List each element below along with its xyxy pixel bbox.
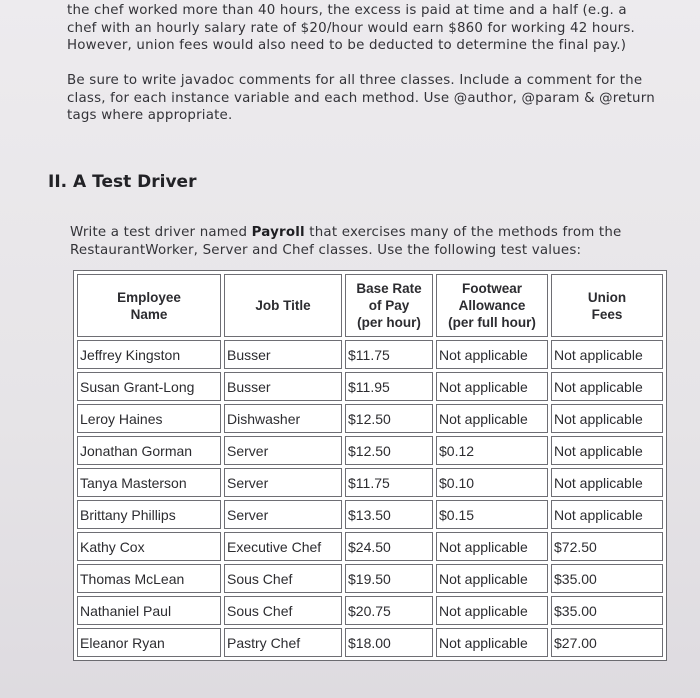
cell-job-title: Executive Chef [224, 532, 342, 561]
cell-footwear-allowance: Not applicable [436, 628, 548, 657]
intro-text-start: Write a test driver named [70, 225, 252, 240]
cell-job-title: Sous Chef [224, 564, 342, 593]
cell-footwear-allowance: Not applicable [436, 340, 548, 369]
cell-job-title: Pastry Chef [224, 628, 342, 657]
cell-footwear-allowance: Not applicable [436, 404, 548, 433]
table-row [77, 628, 663, 657]
cell-employee-name: Tanya Masterson [77, 468, 221, 497]
cell-job-title: Busser [224, 340, 342, 369]
table-row [77, 468, 663, 497]
cell-base-rate: $13.50 [345, 500, 433, 529]
cell-union-fees: $27.00 [551, 628, 663, 657]
table-header [77, 274, 663, 337]
cell-employee-name: Brittany Phillips [77, 500, 221, 529]
cell-base-rate: $19.50 [345, 564, 433, 593]
column-header-job-title: Job Title [224, 274, 342, 337]
column-header-footwear-allowance: Footwear Allowance (per full hour) [436, 274, 548, 337]
cell-job-title: Server [224, 468, 342, 497]
cell-job-title: Busser [224, 372, 342, 401]
cell-footwear-allowance: $0.10 [436, 468, 548, 497]
cell-employee-name: Eleanor Ryan [77, 628, 221, 657]
cell-union-fees: Not applicable [551, 500, 663, 529]
column-header-union-fees: Union Fees [551, 274, 663, 337]
table-row [77, 404, 663, 433]
cell-footwear-allowance: Not applicable [436, 564, 548, 593]
header-row [77, 274, 663, 337]
cell-footwear-allowance: $0.15 [436, 500, 548, 529]
table-row [77, 500, 663, 529]
cell-union-fees: Not applicable [551, 340, 663, 369]
table-row [77, 564, 663, 593]
payroll-class-name: Payroll [251, 225, 305, 240]
intro-text-end: that exercises many of the methods from the RestaurantWorker, Server and Chef classes. Use the following test values: [70, 225, 622, 258]
cell-base-rate: $11.75 [345, 340, 433, 369]
column-header-employee-name: Employee Name [77, 274, 221, 337]
cell-base-rate: $20.75 [345, 596, 433, 625]
table-row [77, 596, 663, 625]
cell-union-fees: Not applicable [551, 372, 663, 401]
cell-footwear-allowance: $0.12 [436, 436, 548, 465]
cell-employee-name: Jeffrey Kingston [77, 340, 221, 369]
cell-employee-name: Kathy Cox [77, 532, 221, 561]
cell-employee-name: Susan Grant-Long [77, 372, 221, 401]
cell-union-fees: $72.50 [551, 532, 663, 561]
table-row [77, 340, 663, 369]
cell-union-fees: Not applicable [551, 468, 663, 497]
cell-base-rate: $24.50 [345, 532, 433, 561]
table-body [77, 340, 663, 657]
javadoc-paragraph: Be sure to write javadoc comments for all three classes. Include a comment for the class, for each instance variable and each method. Use @author, @param & @return tags where appropriate. [67, 73, 655, 123]
cell-footwear-allowance: Not applicable [436, 532, 548, 561]
test-values-table [73, 270, 667, 661]
cell-footwear-allowance: Not applicable [436, 596, 548, 625]
cell-employee-name: Jonathan Gorman [77, 436, 221, 465]
cell-union-fees: $35.00 [551, 564, 663, 593]
cell-job-title: Dishwasher [224, 404, 342, 433]
table-row [77, 436, 663, 465]
cell-union-fees: $35.00 [551, 596, 663, 625]
cell-footwear-allowance: Not applicable [436, 372, 548, 401]
cell-employee-name: Thomas McLean [77, 564, 221, 593]
cell-union-fees: Not applicable [551, 436, 663, 465]
cell-base-rate: $11.95 [345, 372, 433, 401]
cell-employee-name: Nathaniel Paul [77, 596, 221, 625]
test-driver-intro [70, 224, 655, 259]
cell-base-rate: $11.75 [345, 468, 433, 497]
overtime-paragraph: the chef worked more than 40 hours, the excess is paid at time and a half (e.g. a chef with an hourly salary rate of $20/hour would earn $860 for working 42 hours. However, union fees would also need to be deducted to determine the final pay.) [67, 3, 635, 53]
cell-base-rate: $12.50 [345, 404, 433, 433]
cell-base-rate: $18.00 [345, 628, 433, 657]
cell-job-title: Server [224, 436, 342, 465]
section-heading: II. A Test Driver [48, 172, 197, 192]
cell-base-rate: $12.50 [345, 436, 433, 465]
cell-union-fees: Not applicable [551, 404, 663, 433]
cell-job-title: Sous Chef [224, 596, 342, 625]
table-row [77, 372, 663, 401]
cell-job-title: Server [224, 500, 342, 529]
table-row [77, 532, 663, 561]
cell-employee-name: Leroy Haines [77, 404, 221, 433]
column-header-base-rate: Base Rate of Pay (per hour) [345, 274, 433, 337]
